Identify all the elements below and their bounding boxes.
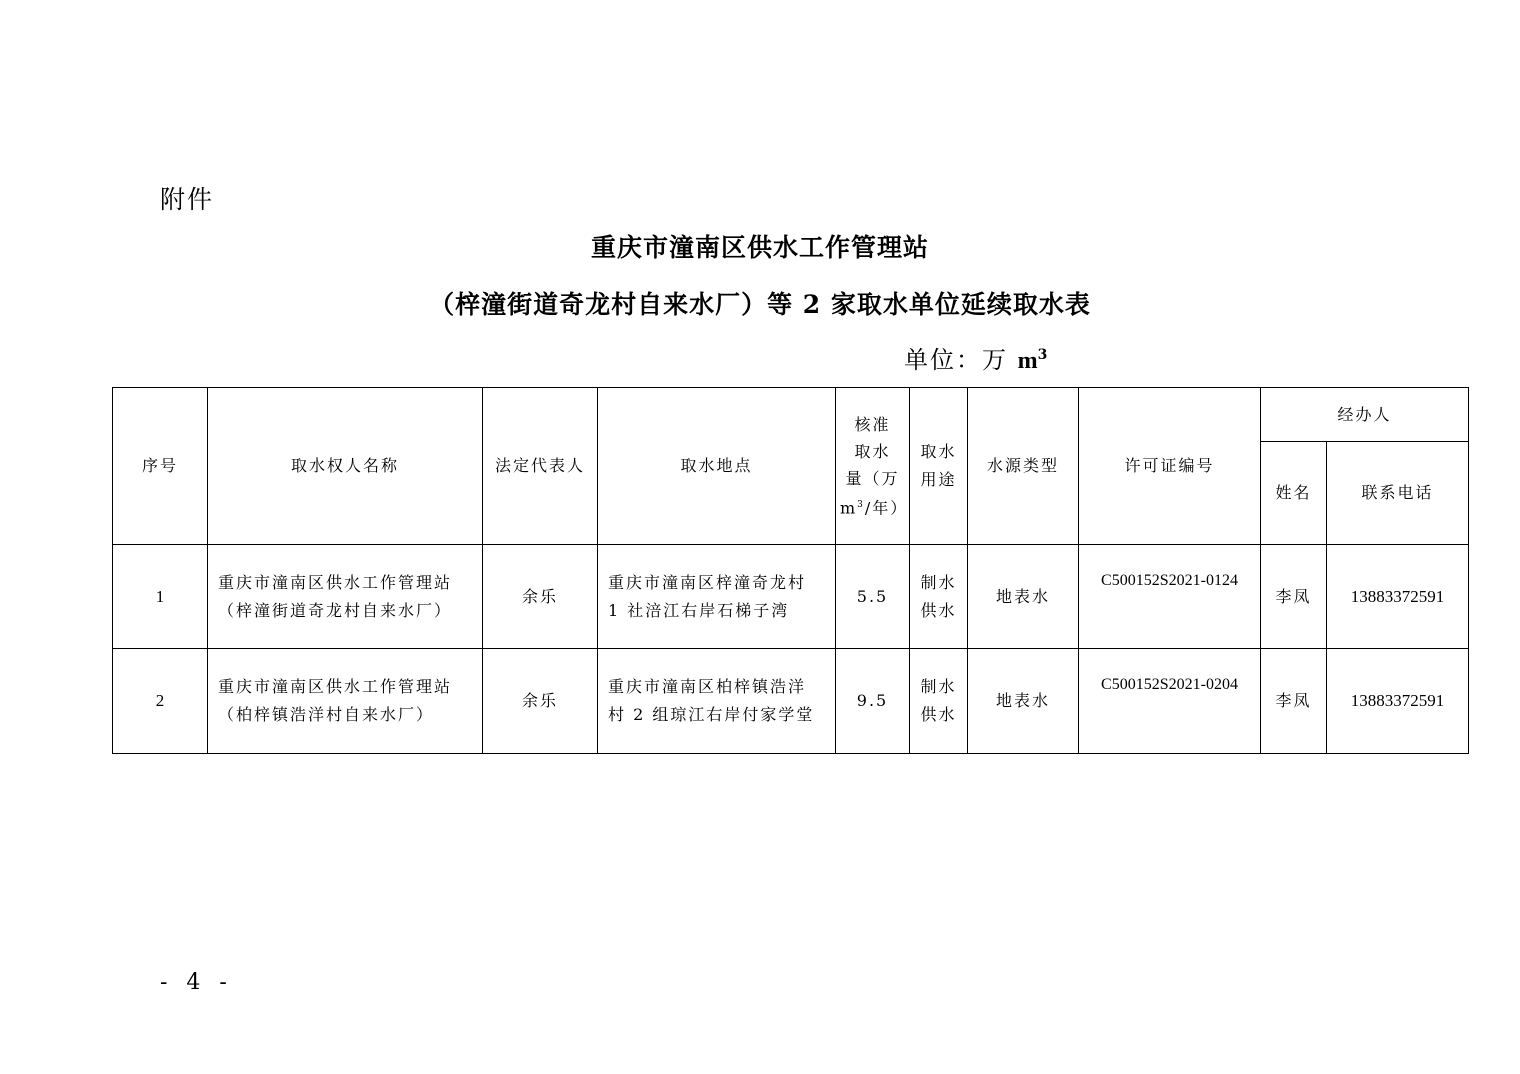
unit-superscript: 3 bbox=[1037, 347, 1050, 363]
unit-label bbox=[904, 340, 1049, 375]
cell-usage bbox=[910, 544, 968, 649]
cell-license-no: C500152S2021-0124 bbox=[1079, 544, 1261, 649]
table-header-row-1 bbox=[113, 388, 1469, 442]
cell-name-line1: 重庆市潼南区供水工作管理站 bbox=[218, 572, 453, 592]
cell-name-line2: （柏梓镇浩洋村自来水厂） bbox=[218, 705, 435, 725]
cell-legal-rep: 余乐 bbox=[483, 649, 598, 754]
cell-usage-line1: 制水 bbox=[920, 572, 957, 592]
annex-label: 附件 bbox=[160, 185, 215, 214]
cell-location-line2: 1 社涪江右岸石梯子湾 bbox=[608, 600, 790, 620]
header-handler: 经办人 bbox=[1261, 388, 1469, 442]
cell-legal-rep: 余乐 bbox=[483, 544, 598, 649]
cell-location-line1: 重庆市潼南区梓潼奇龙村 bbox=[608, 572, 807, 592]
page-number: - 4 - bbox=[160, 970, 233, 995]
header-approved-quantity bbox=[836, 388, 910, 545]
table-row bbox=[113, 649, 1469, 754]
header-usage-line2: 用途 bbox=[920, 469, 957, 489]
header-qty-line2: 取水 bbox=[854, 441, 891, 461]
cell-location-line2: 村 2 组琼江右岸付家学堂 bbox=[608, 705, 815, 725]
cell-handler-phone: 13883372591 bbox=[1327, 544, 1469, 649]
header-usage-line1: 取水 bbox=[920, 441, 957, 461]
cell-seq: 1 bbox=[113, 544, 208, 649]
cell-location-line1: 重庆市潼南区柏梓镇浩洋 bbox=[608, 677, 807, 697]
unit-text: 单位：万 bbox=[904, 346, 1018, 374]
header-handler-phone: 联系电话 bbox=[1327, 442, 1469, 545]
header-qty-sup: 3 bbox=[857, 499, 865, 510]
header-source-type: 水源类型 bbox=[968, 388, 1079, 545]
cell-usage bbox=[910, 649, 968, 754]
header-name: 取水权人名称 bbox=[208, 388, 483, 545]
cell-handler-name: 李凤 bbox=[1261, 649, 1327, 754]
cell-seq: 2 bbox=[113, 649, 208, 754]
cell-name bbox=[208, 649, 483, 754]
cell-handler-phone: 13883372591 bbox=[1327, 649, 1469, 754]
header-qty-line1: 核准 bbox=[854, 414, 891, 434]
unit-m: m bbox=[1017, 348, 1038, 374]
cell-license-no: C500152S2021-0204 bbox=[1079, 649, 1261, 754]
cell-usage-line1: 制水 bbox=[920, 677, 957, 697]
header-qty-line3: 量（万 bbox=[845, 468, 900, 488]
cell-name-line2: （梓潼街道奇龙村自来水厂） bbox=[218, 600, 453, 620]
document-title-line-1: 重庆市潼南区供水工作管理站 bbox=[590, 233, 929, 262]
cell-source-type: 地表水 bbox=[968, 544, 1079, 649]
cell-usage-line2: 供水 bbox=[920, 705, 957, 725]
document-title-line-2: （梓潼街道奇龙村自来水厂）等 2 家取水单位延续取水表 bbox=[429, 290, 1091, 319]
water-intake-table bbox=[112, 387, 1469, 754]
header-seq: 序号 bbox=[113, 388, 208, 545]
header-qty-line4b: /年） bbox=[864, 498, 909, 518]
header-location: 取水地点 bbox=[598, 388, 836, 545]
cell-name bbox=[208, 544, 483, 649]
header-usage bbox=[910, 388, 968, 545]
cell-handler-name: 李凤 bbox=[1261, 544, 1327, 649]
header-qty-line4a: m bbox=[840, 498, 858, 518]
cell-quantity: 5.5 bbox=[836, 544, 910, 649]
cell-location bbox=[598, 544, 836, 649]
table-row bbox=[113, 544, 1469, 649]
cell-name-line1: 重庆市潼南区供水工作管理站 bbox=[218, 677, 453, 697]
cell-usage-line2: 供水 bbox=[920, 600, 957, 620]
cell-quantity: 9.5 bbox=[836, 649, 910, 754]
header-license-no: 许可证编号 bbox=[1079, 388, 1261, 545]
header-legal-rep: 法定代表人 bbox=[483, 388, 598, 545]
cell-source-type: 地表水 bbox=[968, 649, 1079, 754]
header-handler-name: 姓名 bbox=[1261, 442, 1327, 545]
cell-location bbox=[598, 649, 836, 754]
